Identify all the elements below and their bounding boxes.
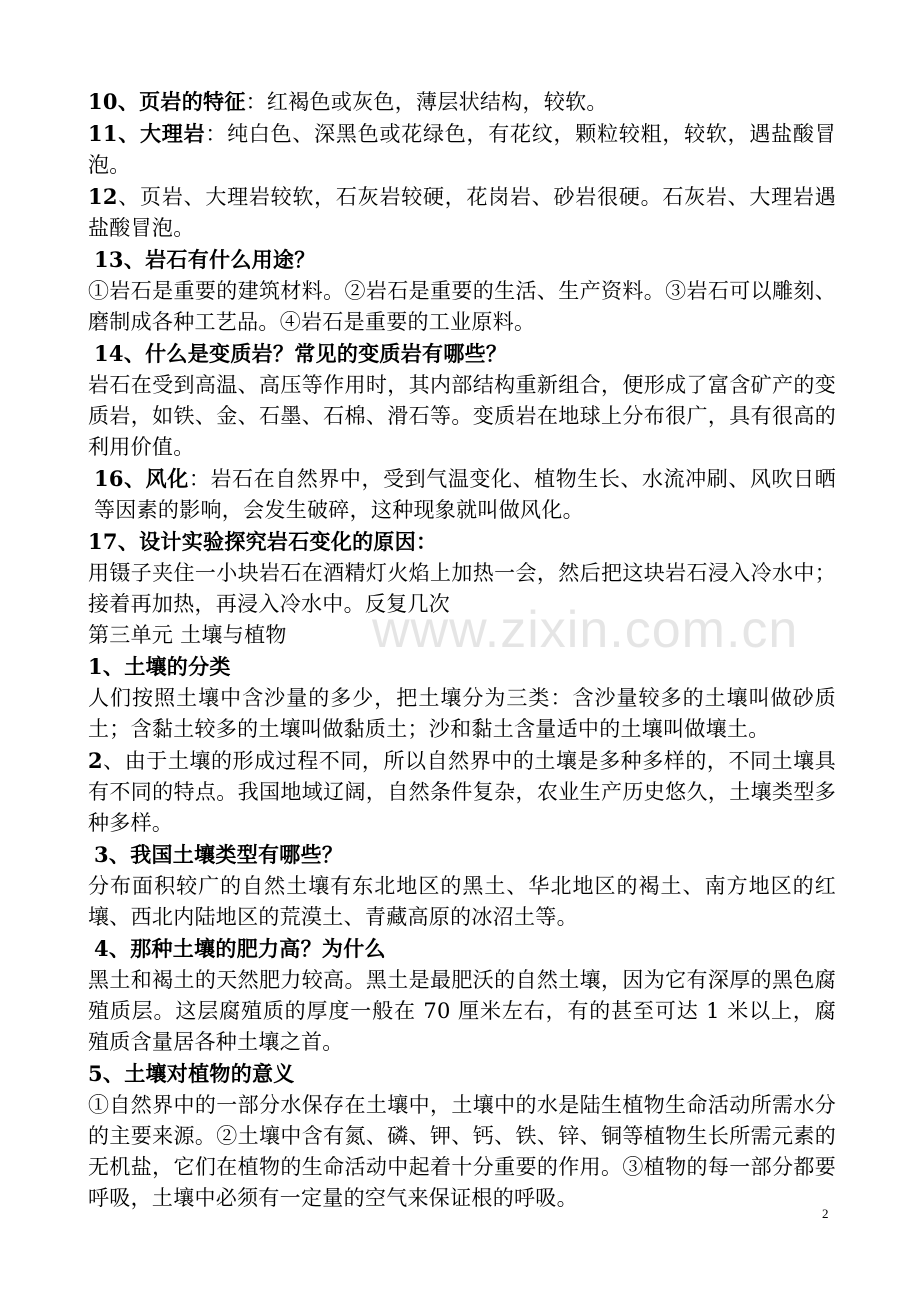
heading-5 [88,1058,836,1090]
document-body [88,86,836,1214]
paragraph-text: 人们按照土壤中含沙量的多少，把土壤分为三类：含沙量较多的土壤叫做砂质土；含黏土较多的土壤叫做黏质土；沙和黏土含量适中的土壤叫做壤土。 [88,686,836,741]
paragraph-text: 用镊子夹住一小块岩石在酒精灯火焰上加热一会，然后把这块岩石浸入冷水中；接着再加热，再浸入冷水中。反复几次 [88,561,836,616]
answer-4 [88,965,836,1058]
answer-13 [88,276,836,338]
paragraph-text: ：纯白色、深黑色或花绿色，有花纹，颗粒较粗，较软，遇盐酸冒泡。 [88,122,836,177]
paragraph-text: 黑土和褐土的天然肥力较高。黑土是最肥沃的自然土壤，因为它有深厚的黑色腐殖质层。这层腐殖质的厚度一般在 70 厘米左右，有的甚至可达 1 米以上，腐殖质含量居各种土壤之首。 [88,968,836,1054]
answer-3 [88,871,836,933]
watermark: www.zixin.com.cn [372,601,799,659]
heading-label: 5、土壤对植物的意义 [88,1061,295,1086]
heading-17 [88,526,836,558]
heading-label: 13、岩石有什么用途？ [94,247,316,272]
page-number: 2 [822,1206,829,1221]
heading-label: 11、大理岩 [88,121,206,146]
heading-4 [88,933,836,965]
heading-1 [88,651,836,683]
paragraph-text: ：岩石在自然界中，受到气温变化、植物生长、水流冲刷、风吹日晒等因素的影响，会发生破碎，这种现象就叫做风化。 [94,467,836,522]
paragraph-text: 、页岩、大理岩较软，石灰岩较硬，花岗岩、砂岩很硬。石灰岩、大理岩遇盐酸冒泡。 [88,185,836,240]
answer-17 [88,558,836,620]
paragraph-10 [88,86,836,118]
paragraph-11 [88,118,836,181]
heading-label: 3、我国土壤类型有哪些？ [94,842,344,867]
answer-14 [88,370,836,463]
paragraph-text: ①岩石是重要的建筑材料。②岩石是重要的生活、生产资料。③岩石可以雕刻、磨制成各种工艺品。④岩石是重要的工业原料。 [88,279,836,334]
heading-label: 17、设计实验探究岩石变化的原因： [88,529,438,554]
heading-label: 1、土壤的分类 [88,654,231,679]
paragraph-16 [88,463,836,526]
heading-3 [88,839,836,871]
paragraph-text: ：红褐色或灰色，薄层状结构，较软。 [245,90,608,114]
answer-5 [88,1090,836,1214]
heading-14 [88,338,836,370]
unit-title-text: 第三单元 土壤与植物 [88,623,287,647]
answer-1 [88,683,836,745]
paragraph-2 [88,745,836,839]
paragraph-text: ①自然界中的一部分水保存在土壤中，土壤中的水是陆生植物生命活动所需水分的主要来源。②土壤中含有氮、磷、钾、钙、铁、锌、铜等植物生长所需元素的无机盐，它们在植物的生命活动中起着十分重要的作用。③植物的每一部分都要呼吸，土壤中必须有一定量的空气来保证根的呼吸。 [88,1093,836,1210]
paragraph-text: 岩石在受到高温、高压等作用时，其内部结构重新组合，便形成了富含矿产的变质岩，如铁、金、石墨、石棉、滑石等。变质岩在地球上分布很广，具有很高的利用价值。 [88,373,836,459]
heading-label: 16、风化 [94,466,189,491]
heading-label: 2 [88,748,103,773]
heading-label: 4、那种土壤的肥力高？为什么 [94,936,386,961]
paragraph-text: 分布面积较广的自然土壤有东北地区的黑土、华北地区的褐土、南方地区的红壤、西北内陆地区的荒漠土、青藏高原的冰沼土等。 [88,874,836,929]
heading-label: 12 [88,184,118,209]
heading-13 [88,244,836,276]
paragraph-text: 、由于土壤的形成过程不同，所以自然界中的土壤是多种多样的，不同土壤具有不同的特点。我国地域辽阔，自然条件复杂，农业生产历史悠久，土壤类型多种多样。 [88,749,836,835]
heading-label: 14、什么是变质岩？常见的变质岩有哪些？ [94,341,508,366]
unit-title [88,620,836,651]
heading-label: 10、页岩的特征 [88,89,246,114]
paragraph-12 [88,181,836,244]
